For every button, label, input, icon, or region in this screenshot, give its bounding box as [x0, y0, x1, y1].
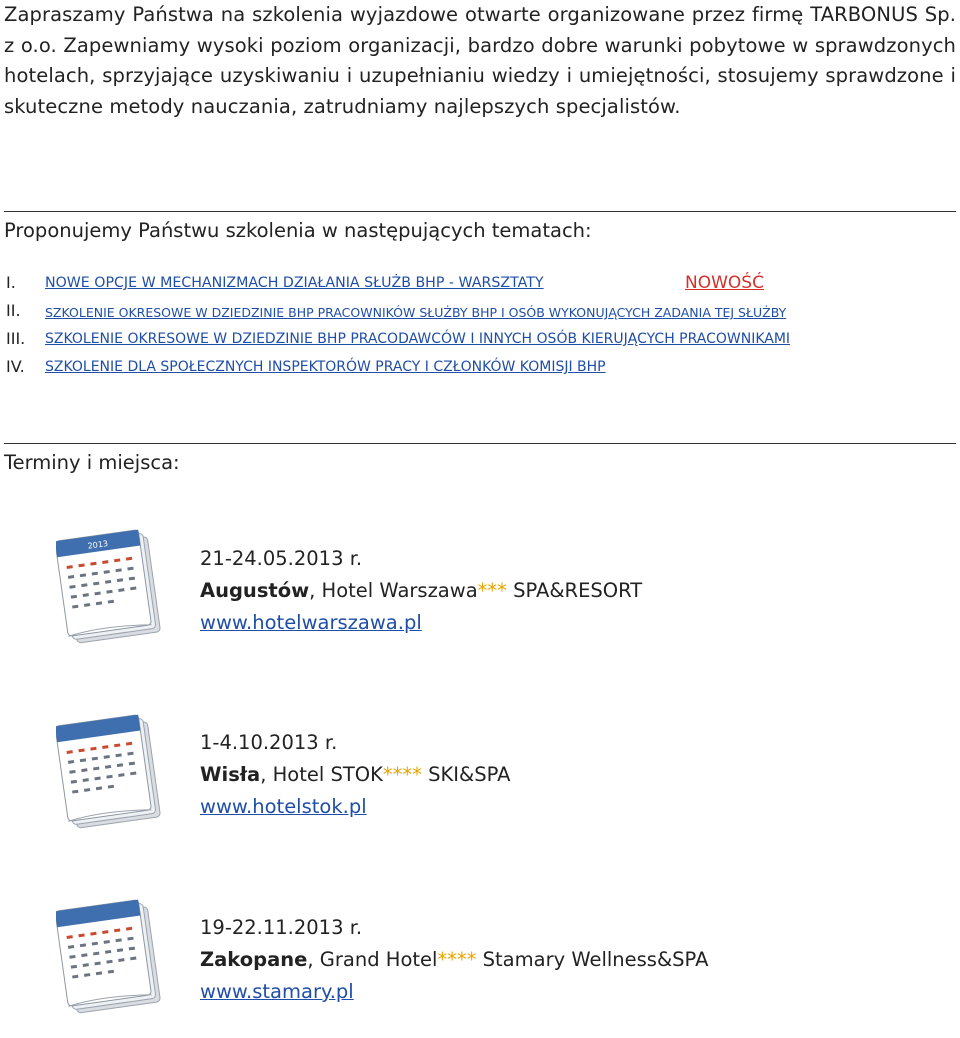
intro-paragraph: Zapraszamy Państwa na szkolenia wyjazdowe otwarte organizowane przez firmę TARBONUS Sp. z o.o. Zapewniamy wysoki poziom organizacji, bardzo dobre warunki pobytowe w sprawdzonych hotelach, sprzyjające uzyskiwaniu i uzupełnianiu wiedzy i umiejętności, stosujemy sprawdzone i skuteczne metody nauczania, zatrudniamy najlepszych specjalistów. [4, 3, 956, 118]
topic-item [4, 328, 960, 356]
event-block [0, 528, 960, 668]
hotel-stars: **** [382, 763, 422, 786]
event-info [200, 543, 642, 639]
event-date: 21-24.05.2013 r. [200, 547, 363, 570]
event-city: Augustów [200, 579, 310, 602]
topic-number: III. [6, 329, 26, 348]
event-hotel: , Grand Hotel [307, 948, 438, 971]
event-block [0, 898, 960, 1038]
events-heading: Terminy i miejsca: [4, 451, 180, 474]
event-city: Zakopane [200, 948, 308, 971]
hotel-link[interactable]: www.stamary.pl [200, 980, 354, 1003]
topic-item [4, 272, 960, 300]
hotel-link[interactable]: www.hotelstok.pl [200, 795, 367, 818]
topic-item [4, 356, 960, 384]
event-date: 19-22.11.2013 r. [200, 916, 363, 939]
event-hotel: , Hotel STOK [260, 763, 383, 786]
topic-link[interactable]: SZKOLENIE DLA SPOŁECZNYCH INSPEKTORÓW PRACY I CZŁONKÓW KOMISJI BHP [45, 359, 606, 375]
divider [4, 443, 956, 444]
topics-list [4, 272, 960, 384]
topic-link[interactable]: SZKOLENIE OKRESOWE W DZIEDZINIE BHP PRACOWNIKÓW SŁUŻBY BHP I OSÓB WYKONUJĄCYCH ZADANIA TEJ SŁUŻBY [45, 305, 787, 320]
event-venue [200, 575, 642, 607]
divider [4, 211, 956, 212]
event-hotel: , Hotel Warszawa [309, 579, 478, 602]
calendar-icon [56, 528, 166, 648]
event-info [200, 912, 708, 1008]
event-hotel-suffix: Stamary Wellness&SPA [476, 948, 709, 971]
event-hotel-suffix: SPA&RESORT [506, 579, 643, 602]
calendar-icon [56, 898, 166, 1018]
event-venue [200, 944, 708, 976]
event-city: Wisła [200, 763, 261, 786]
topics-heading: Proponujemy Państwu szkolenia w następujących tematach: [4, 219, 592, 242]
event-info [200, 727, 510, 823]
topic-number: II. [6, 301, 21, 320]
topic-item [4, 300, 960, 328]
event-date: 1-4.10.2013 r. [200, 731, 338, 754]
hotel-link[interactable]: www.hotelwarszawa.pl [200, 611, 422, 634]
event-venue [200, 759, 510, 791]
calendar-icon [56, 713, 166, 833]
hotel-stars: *** [477, 579, 507, 602]
topic-number: IV. [6, 357, 25, 376]
topic-link[interactable]: NOWE OPCJE W MECHANIZMACH DZIAŁANIA SŁUŻB BHP - WARSZTATY [45, 275, 544, 291]
new-badge: NOWOŚĆ [685, 273, 764, 293]
calendar-year: 2013 [87, 539, 109, 551]
hotel-stars: **** [437, 948, 477, 971]
topic-link[interactable]: SZKOLENIE OKRESOWE W DZIEDZINIE BHP PRACODAWCÓW I INNYCH OSÓB KIERUJĄCYCH PRACOWNIKAMI [45, 331, 791, 347]
event-hotel-suffix: SKI&SPA [421, 763, 511, 786]
topic-number: I. [6, 273, 16, 292]
event-block [0, 713, 960, 853]
